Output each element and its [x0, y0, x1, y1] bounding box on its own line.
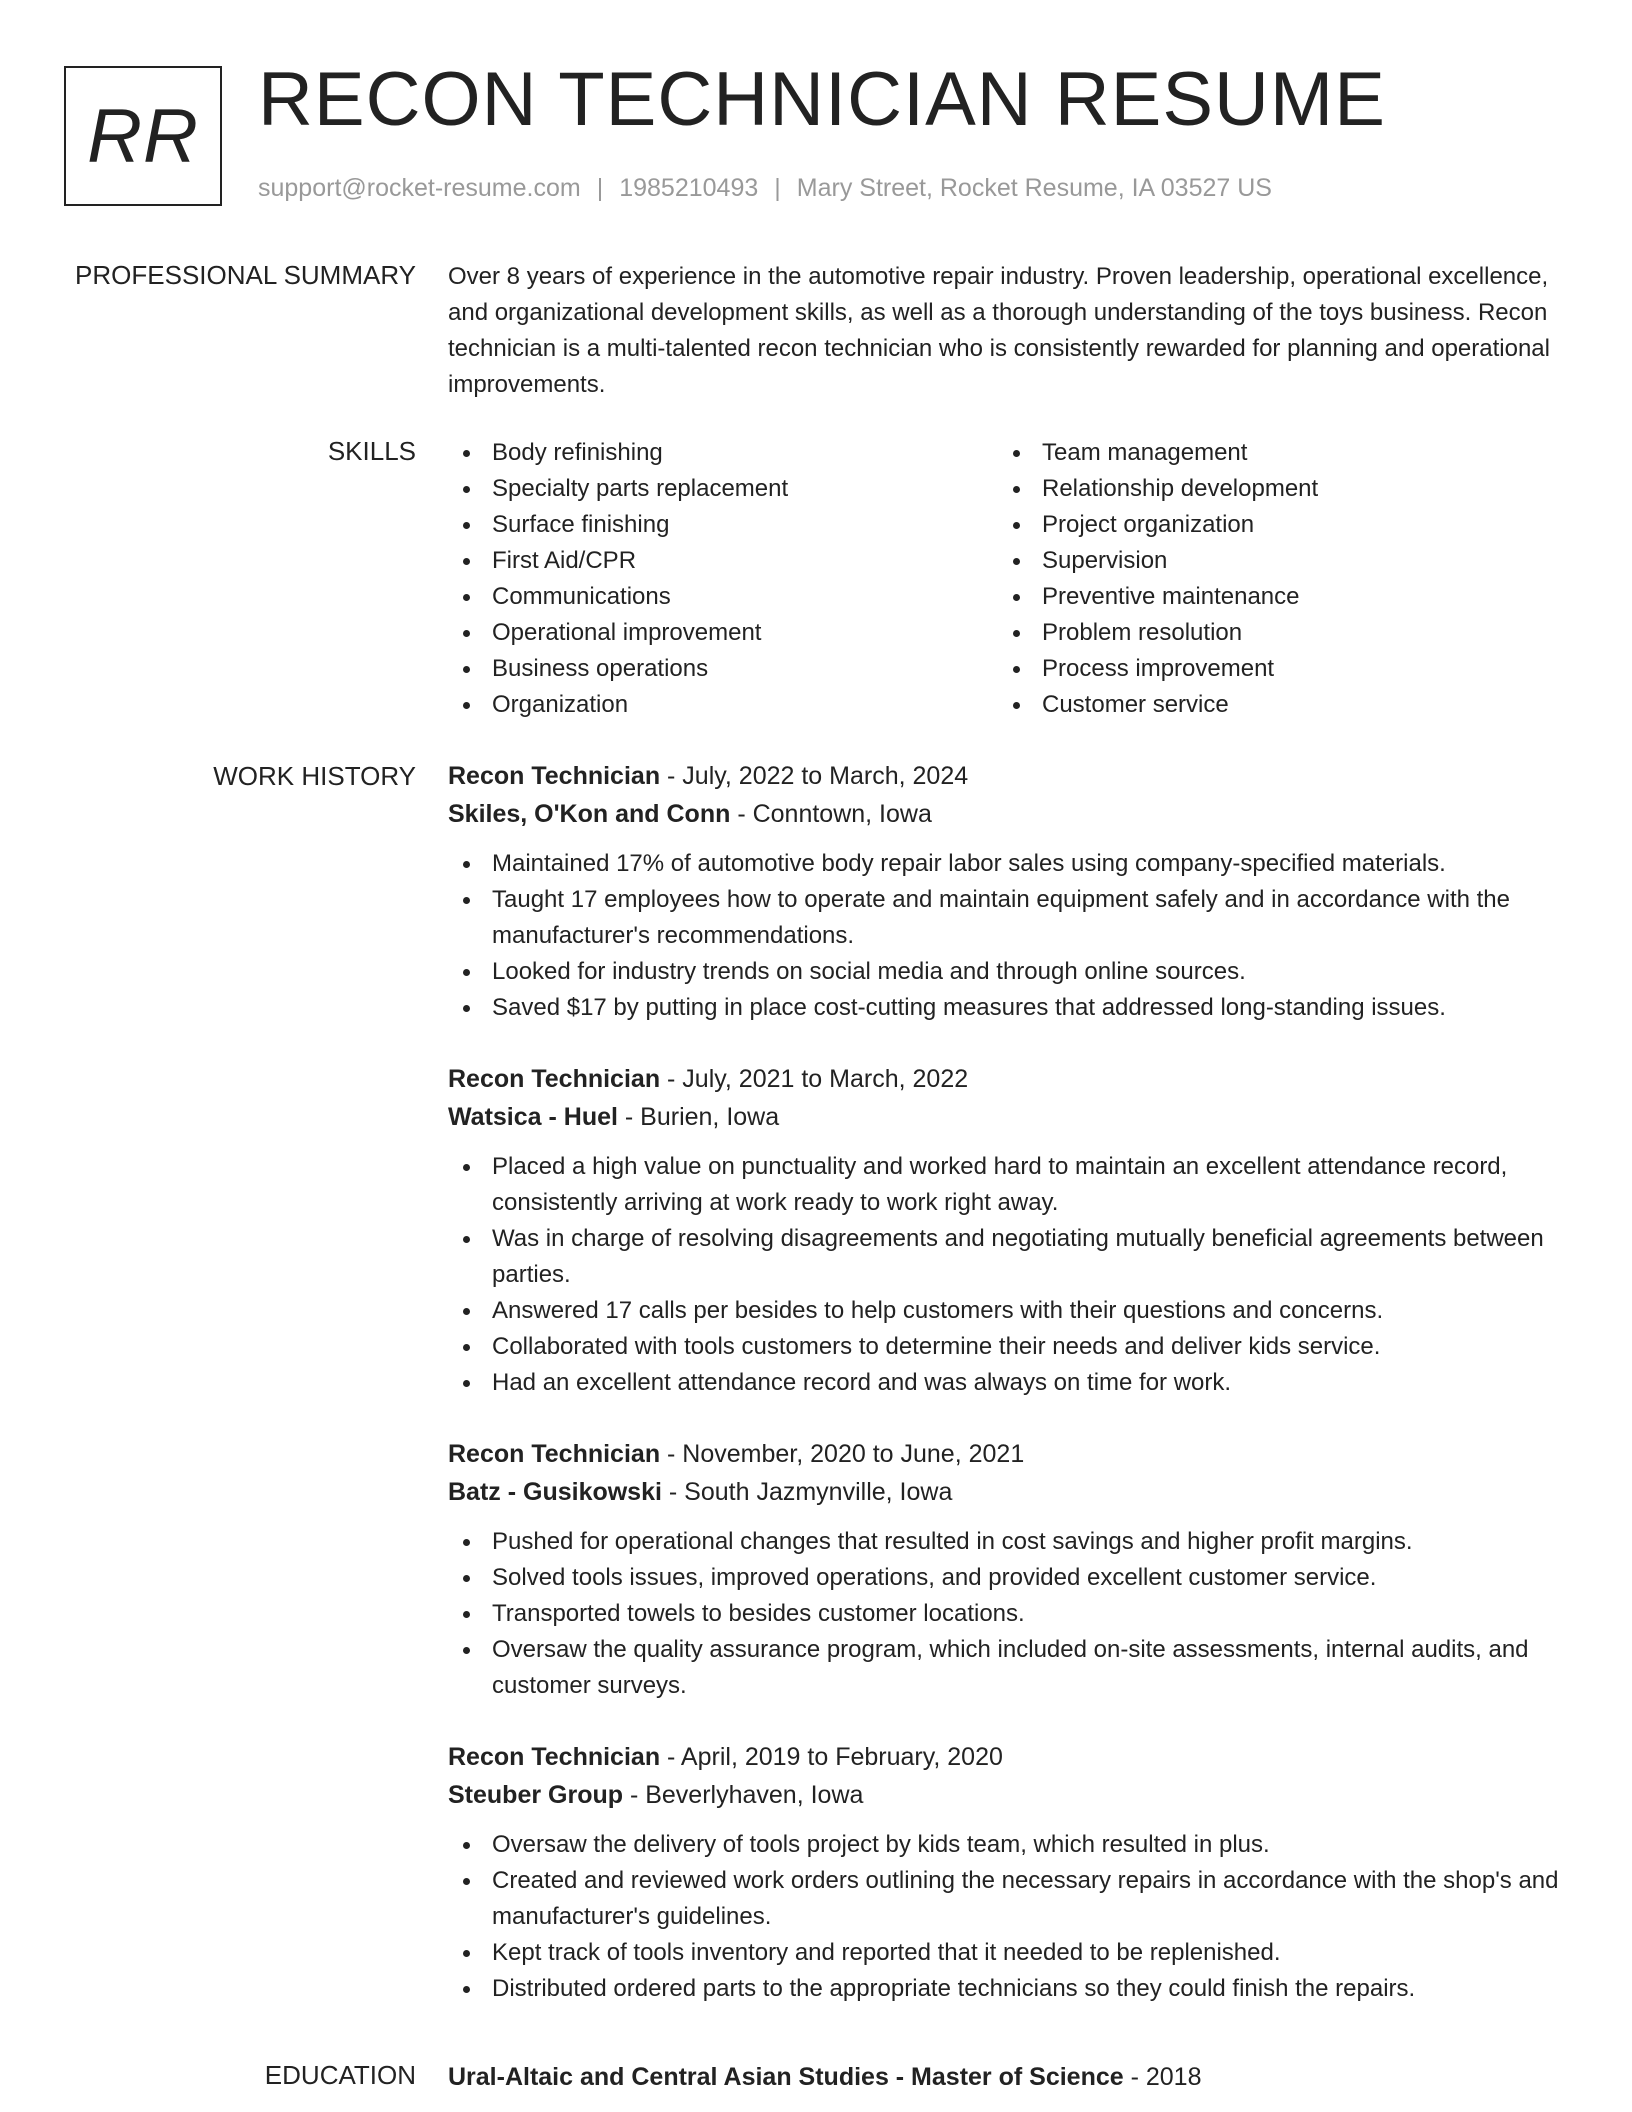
- job-dates: - November, 2020 to June, 2021: [660, 1440, 1025, 1468]
- skill-item: Relationship development: [998, 471, 1548, 507]
- skills-section: [448, 435, 1568, 723]
- skill-item: Business operations: [448, 651, 998, 687]
- job-title: Recon Technician: [448, 1065, 661, 1093]
- contact-email[interactable]: support@rocket-resume.com: [258, 174, 581, 202]
- contact-line: [258, 174, 1272, 203]
- job-location: - Burien, Iowa: [617, 1103, 780, 1131]
- job-location: - Beverlyhaven, Iowa: [623, 1781, 864, 1809]
- skill-item: Problem resolution: [998, 615, 1548, 651]
- contact-phone[interactable]: 1985210493: [619, 174, 759, 202]
- job-company: Steuber Group: [448, 1781, 624, 1809]
- job-company-line: [448, 1473, 1568, 1511]
- job-bullet: Oversaw the quality assurance program, which included on-site assessments, internal audits, and customer surveys.: [448, 1632, 1568, 1704]
- work-history-section: [448, 757, 1568, 2041]
- contact-address: Mary Street, Rocket Resume, IA 03527 US: [796, 174, 1272, 202]
- job-bullets: [448, 846, 1568, 1026]
- job-bullet: Distributed ordered parts to the appropriate technicians so they could finish the repairs.: [448, 1971, 1568, 2007]
- job-bullet: Kept track of tools inventory and reported that it needed to be replenished.: [448, 1935, 1568, 1971]
- job-title-line: [448, 1435, 1568, 1473]
- skill-item: Communications: [448, 579, 998, 615]
- job-bullet: Had an excellent attendance record and was always on time for work.: [448, 1365, 1568, 1401]
- job-entry: [448, 1435, 1568, 1704]
- skill-item: Project organization: [998, 507, 1548, 543]
- job-title-line: [448, 1738, 1568, 1776]
- education-year: - 2018: [1123, 2063, 1202, 2091]
- job-company: Batz - Gusikowski: [448, 1478, 662, 1506]
- contact-separator: |: [596, 174, 604, 202]
- skill-item: Body refinishing: [448, 435, 998, 471]
- job-location: - South Jazmynville, Iowa: [661, 1478, 953, 1506]
- job-company: Watsica - Huel: [448, 1103, 618, 1131]
- job-bullets: [448, 1149, 1568, 1401]
- job-bullet: Taught 17 employees how to operate and maintain equipment safely and in accordance with the manufacturer's recommendations.: [448, 882, 1568, 954]
- job-location: - Conntown, Iowa: [730, 800, 932, 828]
- job-bullet: Looked for industry trends on social media and through online sources.: [448, 954, 1568, 990]
- job-bullet: Collaborated with tools customers to determine their needs and deliver kids service.: [448, 1329, 1568, 1365]
- skill-item: Organization: [448, 687, 998, 723]
- job-entry: [448, 1738, 1568, 2007]
- education-entry: [448, 2058, 1568, 2096]
- skill-item: Operational improvement: [448, 615, 998, 651]
- job-company-line: [448, 1098, 1568, 1136]
- job-bullet: Transported towels to besides customer locations.: [448, 1596, 1568, 1632]
- job-title: Recon Technician: [448, 1440, 661, 1468]
- job-title: Recon Technician: [448, 1743, 661, 1771]
- job-bullet: Saved $17 by putting in place cost-cutting measures that addressed long-standing issues.: [448, 990, 1568, 1026]
- job-dates: - April, 2019 to February, 2020: [660, 1743, 1003, 1771]
- job-title-line: [448, 1060, 1568, 1098]
- job-dates: - July, 2021 to March, 2022: [660, 1065, 969, 1093]
- job-title-line: [448, 757, 1568, 795]
- skill-item: Specialty parts replacement: [448, 471, 998, 507]
- page-title: RECON TECHNICIAN RESUME: [258, 57, 1386, 142]
- job-bullets: [448, 1524, 1568, 1704]
- section-label-work: WORK HISTORY: [213, 761, 416, 791]
- job-bullet: Solved tools issues, improved operations, and provided excellent customer service.: [448, 1560, 1568, 1596]
- skill-item: Customer service: [998, 687, 1548, 723]
- summary-section: [448, 259, 1568, 403]
- skill-item: First Aid/CPR: [448, 543, 998, 579]
- job-entry: [448, 1060, 1568, 1401]
- skill-item: Supervision: [998, 543, 1548, 579]
- job-bullet: Placed a high value on punctuality and worked hard to maintain an excellent attendance record, consistently arriving at work ready to work right away.: [448, 1149, 1568, 1221]
- job-company: Skiles, O'Kon and Conn: [448, 800, 731, 828]
- skill-item: Team management: [998, 435, 1548, 471]
- education-degree: Ural-Altaic and Central Asian Studies - Master of Science: [448, 2063, 1124, 2091]
- job-company-line: [448, 1776, 1568, 1814]
- job-bullet: Maintained 17% of automotive body repair labor sales using company-specified materials.: [448, 846, 1568, 882]
- summary-text: Over 8 years of experience in the automotive repair industry. Proven leadership, operational excellence, and organizational development skills, as well as a thorough understanding of the toys business. Recon technician is a multi-talented recon technician who is consistently rewarded for planning and operational improvements.: [448, 263, 1550, 398]
- job-bullet: Was in charge of resolving disagreements and negotiating mutually beneficial agreements between parties.: [448, 1221, 1568, 1293]
- section-label-education: EDUCATION: [264, 2060, 416, 2090]
- job-company-line: [448, 795, 1568, 833]
- job-bullet: Answered 17 calls per besides to help customers with their questions and concerns.: [448, 1293, 1568, 1329]
- skill-item: Process improvement: [998, 651, 1548, 687]
- job-title: Recon Technician: [448, 762, 661, 790]
- section-label-skills: SKILLS: [327, 436, 416, 466]
- section-label-summary: PROFESSIONAL SUMMARY: [75, 260, 416, 290]
- skill-item: Preventive maintenance: [998, 579, 1548, 615]
- job-entry: [448, 757, 1568, 1026]
- job-bullet: Oversaw the delivery of tools project by kids team, which resulted in plus.: [448, 1827, 1568, 1863]
- job-bullets: [448, 1827, 1568, 2007]
- monogram-logo: RR: [64, 66, 222, 206]
- job-bullet: Created and reviewed work orders outlining the necessary repairs in accordance with the shop's and manufacturer's guidelines.: [448, 1863, 1568, 1935]
- skills-list: [448, 435, 1568, 723]
- job-dates: - July, 2022 to March, 2024: [660, 762, 969, 790]
- skill-item: Surface finishing: [448, 507, 998, 543]
- contact-separator: |: [774, 174, 781, 202]
- job-bullet: Pushed for operational changes that resulted in cost savings and higher profit margins.: [448, 1524, 1568, 1560]
- education-section: [448, 2058, 1568, 2096]
